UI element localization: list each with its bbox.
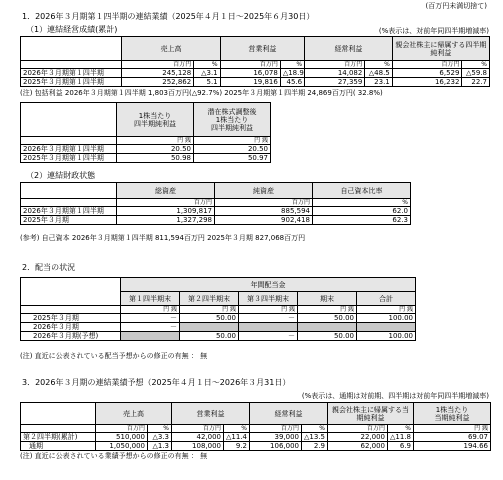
section4-note-right: (%表示は、通期は対前期、四半期は対前年同四半期増減率)	[301, 392, 489, 400]
table-row	[21, 314, 416, 323]
table-row	[21, 207, 411, 216]
cell-value: 62,000	[328, 442, 388, 451]
cell-blank-shaded	[298, 323, 357, 332]
table-row	[21, 216, 411, 225]
cell-value: 16,078	[220, 69, 280, 78]
cell-value: 14,082	[305, 69, 365, 78]
section1-title: 1．2026年３月期第１四半期の連結業績（2025年４月１日～2025年６月30日）	[22, 12, 315, 21]
cell-value: 1,050,000	[96, 442, 148, 451]
header-ordinary-profit: 経常利益	[305, 37, 393, 61]
unit-cell: %	[462, 61, 490, 69]
header-q1-end: 第１四半期末	[121, 292, 180, 306]
unit-cell: 円 銭	[117, 137, 194, 145]
cell-value: 20.50	[194, 145, 271, 154]
table-row	[21, 145, 271, 154]
cell-value: △11.4	[224, 433, 250, 442]
unit-cell: %	[148, 425, 172, 433]
header-q2-end: 第２四半期末	[180, 292, 239, 306]
unit-blank	[21, 61, 122, 69]
cell-value: 45.6	[280, 78, 304, 87]
cell-value: 902,418	[215, 216, 313, 225]
cell-value: 6.9	[388, 442, 414, 451]
cell-value: －	[121, 314, 180, 323]
cell-value: 50.98	[117, 154, 194, 163]
cell-value: 50.00	[298, 314, 357, 323]
header-eps: 1株当たり 当期純利益	[414, 403, 491, 425]
cell-value: 23.1	[365, 78, 392, 87]
row-label: 2025年３月期	[21, 314, 121, 323]
cell-value: 2.9	[302, 442, 328, 451]
cell-value: 50.00	[180, 314, 239, 323]
cell-value: 50.00	[180, 332, 239, 341]
header-eps: 1株当たり 四半期純利益	[117, 103, 194, 137]
forecast-revision-note: (注) 直近に公表されている業績予想からの修正の有無 ： 無	[20, 452, 208, 460]
cell-blank-shaded	[180, 323, 239, 332]
header-q3-end: 第３四半期末	[239, 292, 298, 306]
cell-value: △48.5	[365, 69, 392, 78]
header-blank	[21, 403, 96, 425]
table-row	[21, 78, 490, 87]
table-row	[21, 323, 416, 332]
cell-value: －	[239, 332, 298, 341]
header-operating-profit: 営業利益	[172, 403, 250, 425]
cell-value: 22,000	[328, 433, 388, 442]
cell-value: △59.8	[462, 69, 490, 78]
header-net-income: 親会社株主に帰属する当期純利益	[328, 403, 414, 425]
unit-cell: 円 銭	[298, 306, 357, 314]
cell-value: △3.3	[148, 433, 172, 442]
cell-value: △13.5	[302, 433, 328, 442]
unit-cell: 円 銭	[414, 425, 491, 433]
unit-cell: 円 銭	[121, 306, 180, 314]
unit-cell: 百万円	[215, 199, 313, 207]
cell-value: 252,862	[122, 78, 194, 87]
header-sales: 売上高	[96, 403, 172, 425]
header-ordinary-profit: 経常利益	[250, 403, 328, 425]
header-total: 合計	[357, 292, 416, 306]
unit-cell: 百万円	[117, 199, 215, 207]
header-diluted-eps: 潜在株式調整後 1株当たり 四半期純利益	[194, 103, 271, 137]
cell-value: △18.9	[280, 69, 304, 78]
cell-value: 39,000	[250, 433, 302, 442]
cell-value: △3.1	[194, 69, 220, 78]
section1-note-right: (%表示は、対前年同四半期増減率)	[378, 27, 489, 35]
cell-value: 62.3	[313, 216, 411, 225]
forecast-table	[20, 402, 491, 451]
unit-cell: 百万円	[328, 425, 388, 433]
cell-blank-shaded	[357, 323, 416, 332]
cell-value: 885,594	[215, 207, 313, 216]
header-equity-ratio: 自己資本比率	[313, 183, 411, 199]
financial-position-table	[20, 182, 411, 225]
row-label: 2026年３月期(予想)	[21, 332, 121, 341]
header-net-assets: 純資産	[215, 183, 313, 199]
cell-blank-shaded	[239, 323, 298, 332]
unit-blank	[21, 137, 117, 145]
unit-cell: 百万円	[392, 61, 462, 69]
cell-value: 510,000	[96, 433, 148, 442]
cell-value: 1,327,298	[117, 216, 215, 225]
cell-value: 106,000	[250, 442, 302, 451]
dividend-revision-note: (注) 直近に公表されている配当予想からの修正の有無 ： 無	[20, 352, 208, 360]
unit-cell: 百万円	[250, 425, 302, 433]
cell-value: 22.7	[462, 78, 490, 87]
row-label: 通期	[21, 442, 96, 451]
cell-value: 100.00	[357, 332, 416, 341]
unit-cell: %	[224, 425, 250, 433]
cell-value: －	[239, 314, 298, 323]
unit-cell: 円 銭	[357, 306, 416, 314]
row-label: 2025年３月期第１四半期	[21, 154, 117, 163]
dividends-table	[20, 277, 416, 341]
cell-value: 108,000	[172, 442, 224, 451]
comprehensive-income-note: (注) 包括利益 2026年３月期第１四半期 1,803百万円(△92.7%) 2025年３月期第１四半期 24,869百万円( 32.8%)	[20, 89, 383, 97]
header-blank	[21, 183, 117, 199]
table-row	[21, 442, 491, 451]
table-row	[21, 154, 271, 163]
table-row	[21, 433, 491, 442]
cell-blank-shaded	[121, 332, 180, 341]
eps-table	[20, 102, 271, 163]
cell-value: 245,128	[122, 69, 194, 78]
cell-value: 19,816	[220, 78, 280, 87]
row-label: 2026年３月期第１四半期	[21, 207, 117, 216]
header-blank	[21, 103, 117, 137]
unit-cell: %	[313, 199, 411, 207]
cell-value: △11.8	[388, 433, 414, 442]
cell-value: 62.0	[313, 207, 411, 216]
equity-reference-note: (参考) 自己資本 2026年３月期第１四半期 811,594百万円 2025年３月期 827,068百万円	[20, 234, 306, 242]
unit-cell: %	[302, 425, 328, 433]
unit-cell: 百万円	[220, 61, 280, 69]
cell-value: 100.00	[357, 314, 416, 323]
table-row	[21, 332, 416, 341]
cell-value: 20.50	[117, 145, 194, 154]
unit-cell: 円 銭	[239, 306, 298, 314]
cell-value: 1,309,817	[117, 207, 215, 216]
unit-cell: %	[365, 61, 392, 69]
cell-value: 9.2	[224, 442, 250, 451]
row-label: 2025年３月期	[21, 216, 117, 225]
row-label: 2026年３月期第１四半期	[21, 145, 117, 154]
header-blank	[21, 278, 121, 306]
unit-blank	[21, 306, 121, 314]
cell-value: 42,000	[172, 433, 224, 442]
unit-cell: %	[280, 61, 304, 69]
unit-cell: 百万円	[96, 425, 148, 433]
unit-cell: %	[388, 425, 414, 433]
row-label: 2026年３月期	[21, 323, 121, 332]
header-blank	[21, 37, 122, 61]
header-total-assets: 総資産	[117, 183, 215, 199]
row-label: 2026年３月期第１四半期	[21, 69, 122, 78]
unit-cell: 百万円	[172, 425, 224, 433]
unit-note-top: (百万円未満切捨て)	[425, 2, 487, 10]
unit-cell: 百万円	[305, 61, 365, 69]
cell-value: 50.97	[194, 154, 271, 163]
table-row	[21, 69, 490, 78]
header-net-income: 親会社株主に帰属する四半期純利益	[392, 37, 489, 61]
cell-value: 194.66	[414, 442, 491, 451]
cell-value: 5.1	[194, 78, 220, 87]
cell-value: 50.00	[298, 332, 357, 341]
cell-value: 69.07	[414, 433, 491, 442]
header-year-end: 期末	[298, 292, 357, 306]
section2-subtitle: （2）連結財政状態	[26, 171, 96, 180]
cell-value: △1.3	[148, 442, 172, 451]
section1-subtitle: （1）連結経営成績(累計)	[26, 25, 118, 34]
unit-cell: 円 銭	[194, 137, 271, 145]
section3-title: 2．配当の状況	[22, 263, 76, 272]
header-annual-dividend: 年間配当金	[121, 278, 416, 292]
unit-blank	[21, 199, 117, 207]
header-sales: 売上高	[122, 37, 220, 61]
unit-cell: 円 銭	[180, 306, 239, 314]
unit-blank	[21, 425, 96, 433]
row-label: 第２四半期(累計)	[21, 433, 96, 442]
cell-value: 6,529	[392, 69, 462, 78]
cell-value: 27,359	[305, 78, 365, 87]
section4-title: 3．2026年３月期の連結業績予想（2025年４月１日～2026年３月31日）	[22, 378, 291, 387]
row-label: 2025年３月期第１四半期	[21, 78, 122, 87]
header-operating-profit: 営業利益	[220, 37, 304, 61]
cell-value: －	[121, 323, 180, 332]
unit-cell: %	[194, 61, 220, 69]
unit-cell: 百万円	[122, 61, 194, 69]
cell-value: 16,232	[392, 78, 462, 87]
operating-results-table	[20, 36, 490, 87]
